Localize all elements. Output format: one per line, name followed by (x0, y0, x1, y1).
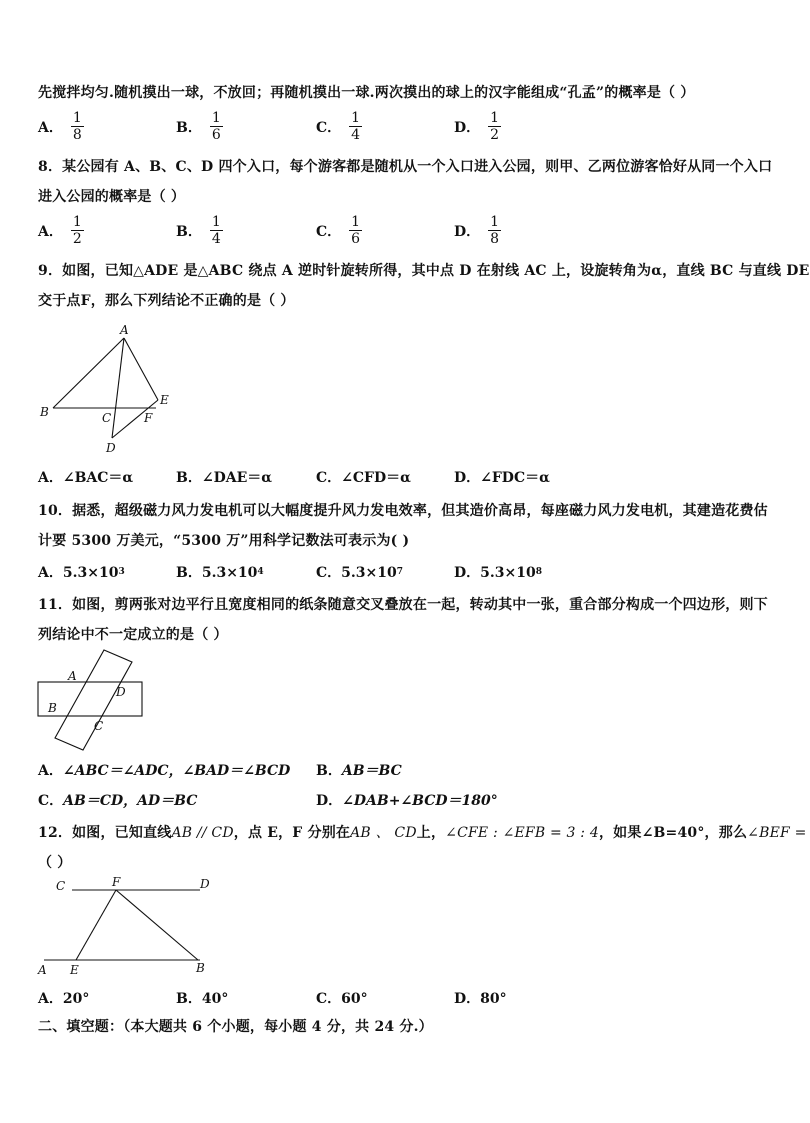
q9-stem-line1: 9．如图，已知△ADE 是△ABC 绕点 A 逆时针旋转所得，其中点 D 在射线 AC 上，设旋转角为α，直线 BC 与直线 DE (38, 263, 810, 279)
section-fill-in-heading: 二、填空题：（本大题共 6 个小题，每小题 4 分，共 24 分.） (38, 1019, 433, 1035)
q12-label-e: E (70, 963, 79, 977)
q10-stem-line2: 计要 5300 万美元，“5300 万”用科学记数法可表示为( ) (38, 533, 410, 549)
q10-option-d: D．5.3×10 8 (454, 565, 542, 581)
q11-label-d: D (116, 685, 126, 699)
q9-label-a: A (120, 323, 129, 337)
q12-option-c: C．60° (316, 991, 368, 1007)
q10-option-a: A．5.3×10 3 (38, 565, 125, 581)
q12-label-a: A (38, 963, 47, 977)
q9-stem-line2: 交于点F，那么下列结论不正确的是（ ） (38, 293, 295, 309)
q10-option-b: B．5.3×10 4 (176, 565, 264, 581)
q7-option-c: C． $\frac{1}{4}$ (316, 110, 361, 143)
q11-option-a: A． ∠ABC＝∠ADC，∠BAD＝∠BCD (38, 763, 291, 779)
q8-option-c: C． $\frac{1}{6}$ (316, 214, 361, 247)
q12-option-d: D．80° (454, 991, 507, 1007)
q11-option-d: D． ∠DAB+∠BCD＝180° (316, 793, 498, 809)
q12-label-c: C (56, 879, 66, 893)
q12-option-a: A．20° (38, 991, 90, 1007)
q9-option-a: A．∠BAC＝α (38, 470, 134, 486)
q11-label-c: C (94, 719, 104, 733)
q11-option-c: C． AB＝CD，AD＝BC (38, 793, 198, 809)
q7-stem: 先搅拌均匀.随机摸出一球，不放回；再随机摸出一球.两次摸出的球上的汉字能组成“孔孟”的概率是（ ） (38, 85, 695, 101)
q12-stem-line2: （ ） (38, 855, 72, 871)
q7-option-b: B． $\frac{1}{6}$ (176, 110, 221, 143)
q11-stem-line1: 11．如图，剪两张对边平行且宽度相同的纸条随意交叉叠放在一起，转动其中一张，重合部分构成一个四边形，则下 (38, 597, 768, 613)
q11-paper-strips-figure (34, 646, 164, 754)
q12-parallel-lines-figure (34, 872, 224, 982)
q7-option-d: D． $\frac{1}{2}$ (454, 110, 500, 143)
q7-option-a: A． $\frac{1}{8}$ (38, 110, 82, 143)
q9-option-b: B．∠DAE＝α (176, 470, 273, 486)
q9-label-d: D (106, 441, 116, 455)
q12-label-f: F (112, 875, 121, 889)
q8-option-a: A． $\frac{1}{2}$ (38, 214, 82, 247)
q8-option-b: B． $\frac{1}{4}$ (176, 214, 221, 247)
q8-option-d: D． $\frac{1}{8}$ (454, 214, 500, 247)
q12-option-b: B．40° (176, 991, 229, 1007)
q11-label-b: B (48, 701, 57, 715)
q9-triangle-figure (36, 320, 186, 460)
q9-label-e: E (160, 393, 169, 407)
q11-stem-line2: 列结论中不一定成立的是（ ） (38, 627, 228, 643)
q9-label-b: B (40, 405, 49, 419)
q12-label-d: D (200, 877, 210, 891)
q9-option-d: D．∠FDC＝α (454, 470, 550, 486)
q10-stem-line1: 10．据悉，超级磁力风力发电机可以大幅度提升风力发电效率，但其造价高昂，每座磁力风力发电机，其建造花费估 (38, 503, 768, 519)
q8-stem-line2: 进入公园的概率是（ ） (38, 189, 186, 205)
q9-label-f: F (144, 411, 153, 425)
q9-label-c: C (102, 411, 112, 425)
q9-option-c: C．∠CFD＝α (316, 470, 411, 486)
q11-option-b: B． AB＝BC (316, 763, 402, 779)
q12-label-b: B (196, 961, 205, 975)
q10-option-c: C．5.3×10 7 (316, 565, 403, 581)
q11-label-a: A (68, 669, 77, 683)
q12-stem-line1: 12．如图，已知直线AB // CD，点 E，F 分别在AB 、 CD上，∠CFE : ∠EFB = 3 : 4，如果∠B=40°，那么∠BEF = (38, 825, 807, 841)
q8-stem-line1: 8．某公园有 A、B、C、D 四个入口，每个游客都是随机从一个入口进入公园，则甲、乙两位游客恰好从同一个入口 (38, 159, 773, 175)
